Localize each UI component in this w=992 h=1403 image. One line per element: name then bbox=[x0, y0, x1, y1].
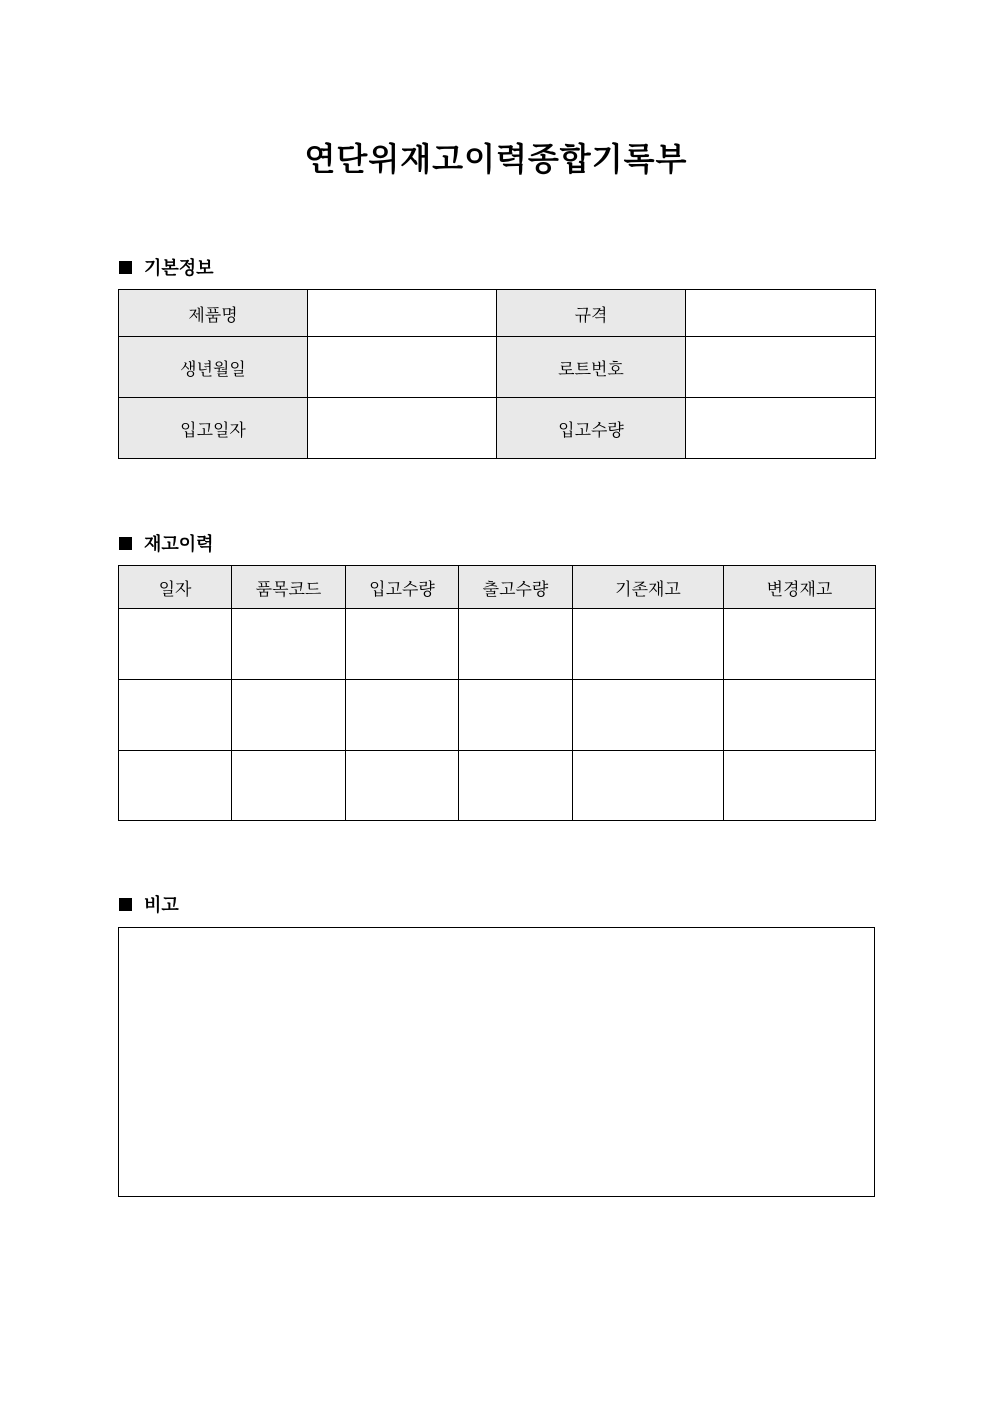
table-cell[interactable] bbox=[119, 680, 232, 751]
field-value-receipt-date[interactable] bbox=[308, 398, 497, 459]
table-cell[interactable] bbox=[346, 680, 459, 751]
remarks-box[interactable] bbox=[118, 927, 875, 1197]
table-cell[interactable] bbox=[573, 751, 724, 821]
column-header-in-quantity: 입고수량 bbox=[346, 566, 459, 609]
table-cell[interactable] bbox=[232, 751, 346, 821]
section-heading-remarks bbox=[119, 891, 179, 917]
table-cell[interactable] bbox=[119, 751, 232, 821]
field-label-receipt-quantity: 입고수량 bbox=[497, 398, 686, 459]
table-row bbox=[119, 680, 876, 751]
table-header-row bbox=[119, 566, 876, 609]
section-heading-history-label: 재고이력 bbox=[144, 534, 214, 555]
field-value-spec[interactable] bbox=[686, 290, 876, 337]
table-cell[interactable] bbox=[119, 609, 232, 680]
table-row bbox=[119, 398, 876, 459]
table-cell[interactable] bbox=[232, 609, 346, 680]
field-value-lot-number[interactable] bbox=[686, 337, 876, 398]
table-row bbox=[119, 609, 876, 680]
table-cell[interactable] bbox=[459, 609, 573, 680]
square-bullet-icon bbox=[119, 537, 132, 550]
inventory-history-table bbox=[118, 565, 876, 821]
column-header-date: 일자 bbox=[119, 566, 232, 609]
table-cell[interactable] bbox=[459, 680, 573, 751]
column-header-item-code: 품목코드 bbox=[232, 566, 346, 609]
field-value-birth-date[interactable] bbox=[308, 337, 497, 398]
column-header-out-quantity: 출고수량 bbox=[459, 566, 573, 609]
section-heading-basic bbox=[119, 254, 214, 280]
field-value-product-name[interactable] bbox=[308, 290, 497, 337]
table-row bbox=[119, 290, 876, 337]
table-cell[interactable] bbox=[724, 680, 876, 751]
table-cell[interactable] bbox=[459, 751, 573, 821]
table-cell[interactable] bbox=[232, 680, 346, 751]
table-cell[interactable] bbox=[346, 609, 459, 680]
basic-info-table bbox=[118, 289, 876, 459]
section-heading-history bbox=[119, 530, 214, 556]
table-cell[interactable] bbox=[724, 751, 876, 821]
square-bullet-icon bbox=[119, 898, 132, 911]
table-cell[interactable] bbox=[346, 751, 459, 821]
table-cell[interactable] bbox=[724, 609, 876, 680]
column-header-changed-stock: 변경재고 bbox=[724, 566, 876, 609]
field-value-receipt-quantity[interactable] bbox=[686, 398, 876, 459]
section-heading-basic-label: 기본정보 bbox=[144, 258, 214, 279]
field-label-birth-date: 생년월일 bbox=[119, 337, 308, 398]
square-bullet-icon bbox=[119, 261, 132, 274]
section-heading-remarks-label: 비고 bbox=[144, 895, 179, 916]
field-label-lot-number: 로트번호 bbox=[497, 337, 686, 398]
field-label-spec: 규격 bbox=[497, 290, 686, 337]
table-row bbox=[119, 337, 876, 398]
field-label-receipt-date: 입고일자 bbox=[119, 398, 308, 459]
column-header-previous-stock: 기존재고 bbox=[573, 566, 724, 609]
table-cell[interactable] bbox=[573, 680, 724, 751]
table-row bbox=[119, 751, 876, 821]
table-cell[interactable] bbox=[573, 609, 724, 680]
page-title: 연단위재고이력종합기록부 bbox=[304, 140, 688, 178]
field-label-product-name: 제품명 bbox=[119, 290, 308, 337]
